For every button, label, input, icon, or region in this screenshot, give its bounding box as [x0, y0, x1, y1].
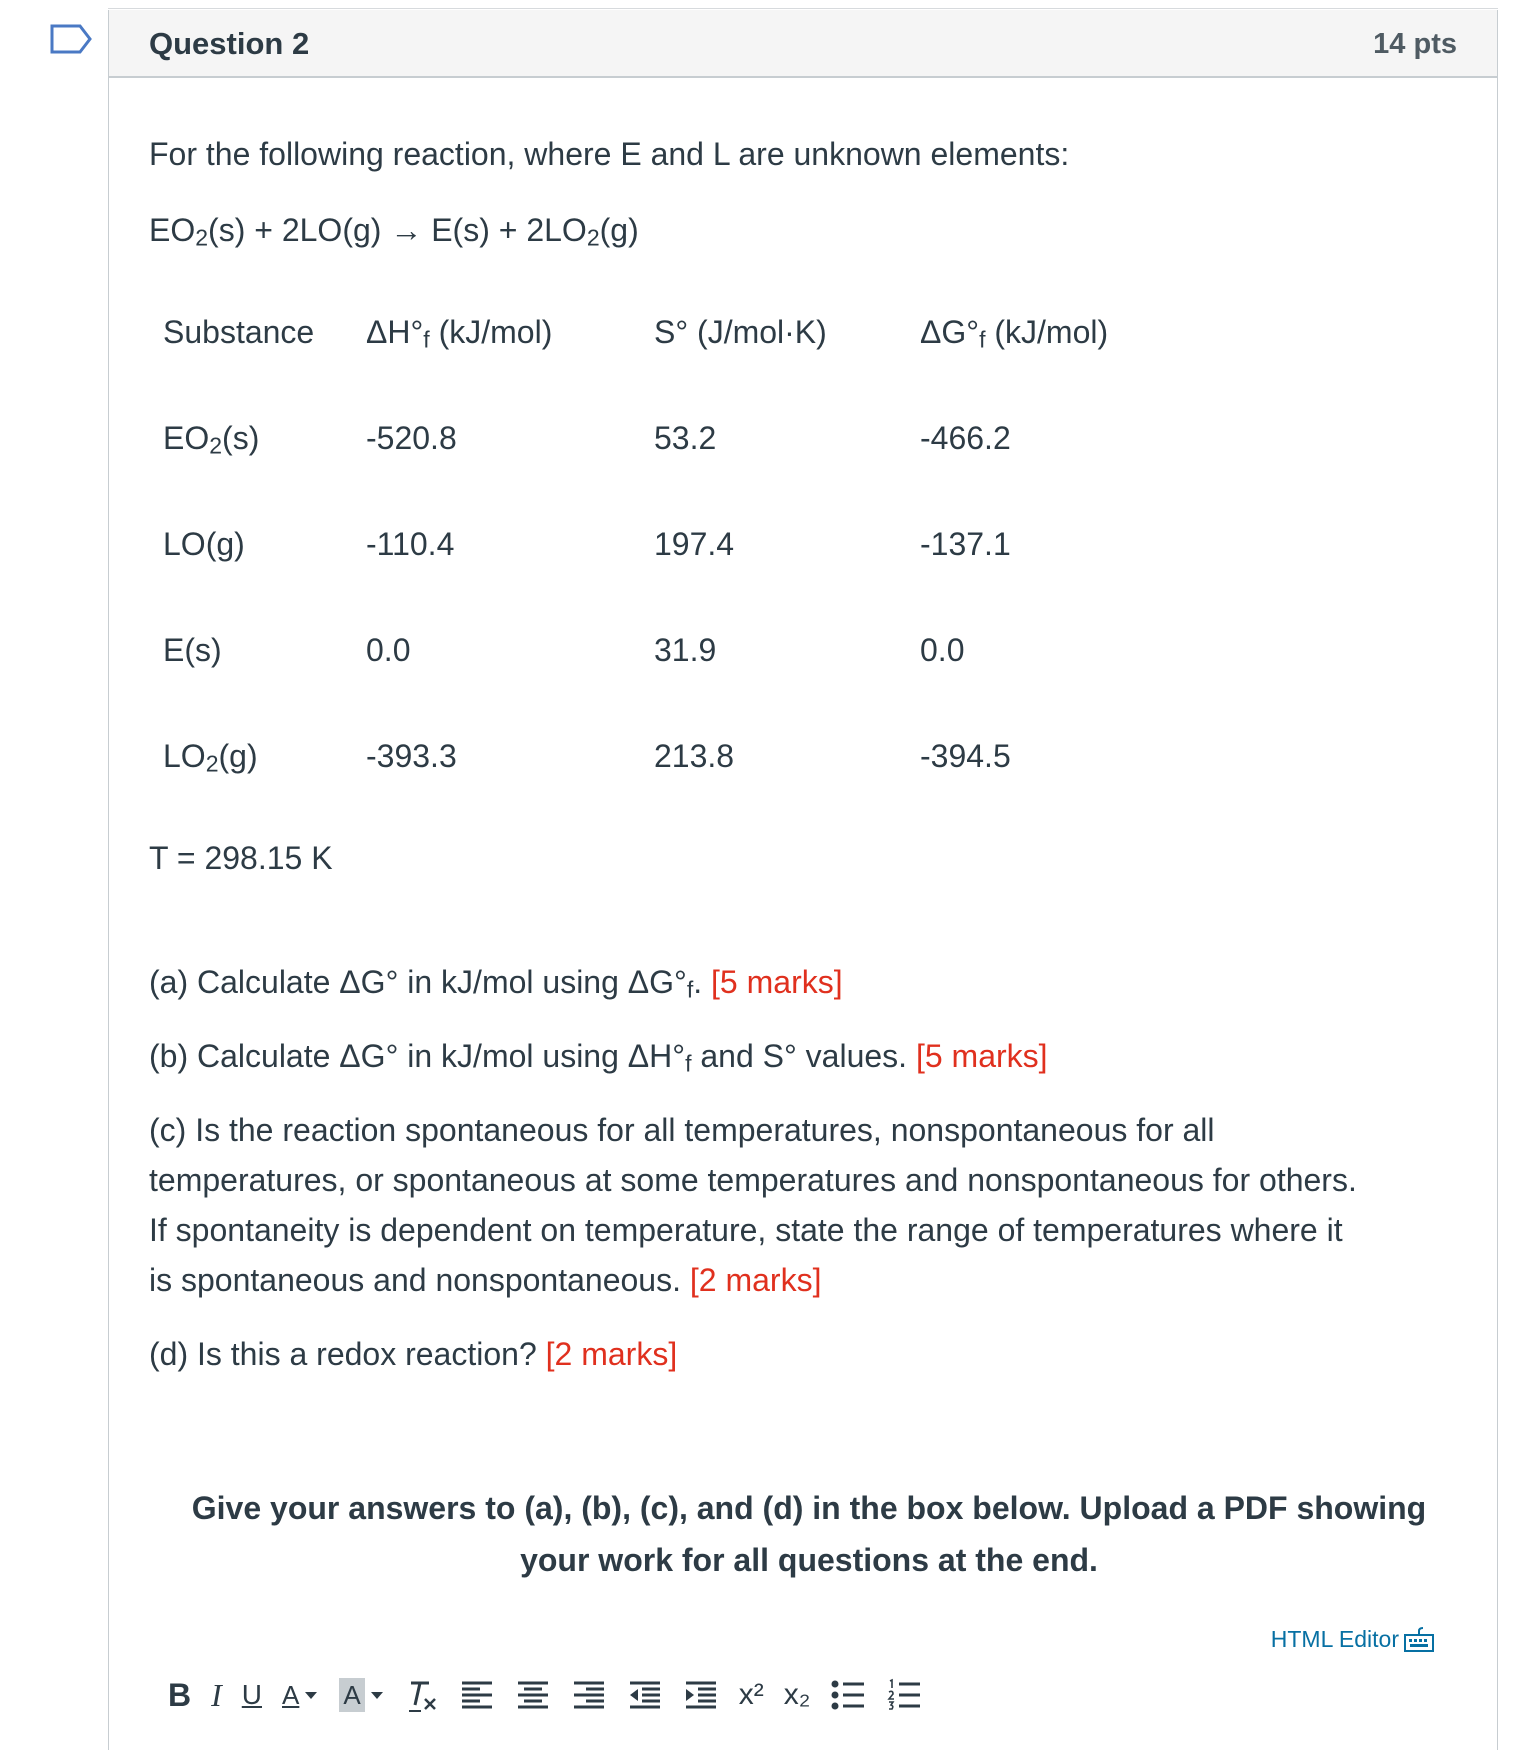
question-intro: For the following reaction, where E and L are unknown elements:: [149, 136, 1070, 172]
bookmark-flag-icon[interactable]: [50, 24, 92, 54]
table-cell-gibbs: -394.5: [920, 738, 1011, 774]
part-c: (c) Is the reaction spontaneous for all temperatures, nonspontaneous for all temperatures, or spontaneous at some temperatures and nonspontaneous for others. If spontaneity is dependent on temperature, state the range of temperatures where it is spontaneous and nonspontaneous. [2 marks]: [149, 1112, 1357, 1298]
align-left-icon[interactable]: [459, 1673, 495, 1717]
table-row-substance: $LO_2(g)$: [163, 738, 258, 777]
clear-format-icon[interactable]: [405, 1673, 439, 1717]
table-cell-enthalpy: -393.3: [366, 738, 457, 774]
bold-button[interactable]: B: [168, 1676, 192, 1713]
html-editor-link[interactable]: HTML Editor: [1271, 1626, 1435, 1653]
marks-c: [2 marks]: [689, 1262, 822, 1298]
marks-d: [2 marks]: [545, 1336, 678, 1372]
superscript-button[interactable]: x²: [738, 1678, 764, 1711]
temperature-value: T = 298.15 K: [149, 840, 333, 876]
table-cell-enthalpy: -110.4: [366, 526, 455, 562]
reaction-equation: $EO_2(s) + 2LO(g) \to E(s) + 2LO_2(g)$: [149, 212, 639, 251]
table-cell-entropy: 197.4: [654, 526, 735, 562]
header-gibbs: $\Delta G^\circ_f$ (kJ/mol): [920, 314, 1109, 353]
table-cell-gibbs: -137.1: [920, 526, 1011, 562]
keyboard-icon: [1403, 1627, 1435, 1653]
table-row-substance: E(s): [163, 632, 222, 668]
table-cell-entropy: 213.8: [654, 738, 735, 774]
header-substance: Substance: [163, 314, 315, 350]
table-cell-entropy: 53.2: [654, 420, 717, 456]
marks-a: [5 marks]: [711, 964, 843, 1000]
outdent-icon[interactable]: [627, 1673, 663, 1717]
table-cell-gibbs: 0.0: [920, 632, 965, 668]
italic-button[interactable]: I: [211, 1676, 222, 1713]
question-header: [109, 10, 1497, 78]
subscript-button[interactable]: x₂: [783, 1678, 811, 1711]
align-center-icon[interactable]: [515, 1673, 551, 1717]
font-color-button[interactable]: A: [282, 1679, 300, 1710]
rich-text-toolbar: [168, 1670, 942, 1720]
answer-instructions: Give your answers to (a), (b), (c), and (d) in the box below. Upload a PDF showing your work for all questions at the end.: [191, 1490, 1427, 1578]
table-cell-gibbs: -466.2: [920, 420, 1011, 456]
background-color-button[interactable]: A: [339, 1678, 364, 1712]
question-points: 14 pts: [1373, 28, 1457, 60]
table-cell-entropy: 31.9: [654, 632, 717, 668]
part-a: (a) Calculate ΔG° in kJ/mol using $\Delta G^\circ_f$. [5 marks]: [149, 964, 843, 1003]
table-cell-enthalpy: 0.0: [366, 632, 411, 668]
table-cell-enthalpy: -520.8: [366, 420, 457, 456]
table-row-substance: $EO_2(s)$: [163, 420, 260, 459]
numbered-list-icon[interactable]: [886, 1673, 922, 1717]
table-row-substance: LO(g): [163, 526, 245, 562]
underline-button[interactable]: U: [241, 1679, 262, 1710]
indent-icon[interactable]: [683, 1673, 719, 1717]
question-title: Question 2: [149, 26, 310, 61]
dropdown-arrow-icon[interactable]: [303, 1673, 319, 1717]
part-d: (d) Is this a redox reaction? [2 marks]: [149, 1336, 678, 1372]
top-divider: [108, 8, 1498, 9]
header-enthalpy: $\Delta H^\circ_f$ (kJ/mol): [366, 314, 553, 353]
bullet-list-icon[interactable]: [830, 1673, 866, 1717]
part-b: (b) Calculate ΔG° in kJ/mol using $\Delta H^\circ_f$ and S° values. [5 marks]: [149, 1038, 1048, 1077]
marks-b: [5 marks]: [915, 1038, 1048, 1074]
align-right-icon[interactable]: [571, 1673, 607, 1717]
header-entropy: S° (J/mol·K): [654, 314, 827, 350]
dropdown-arrow-icon[interactable]: [369, 1673, 385, 1717]
